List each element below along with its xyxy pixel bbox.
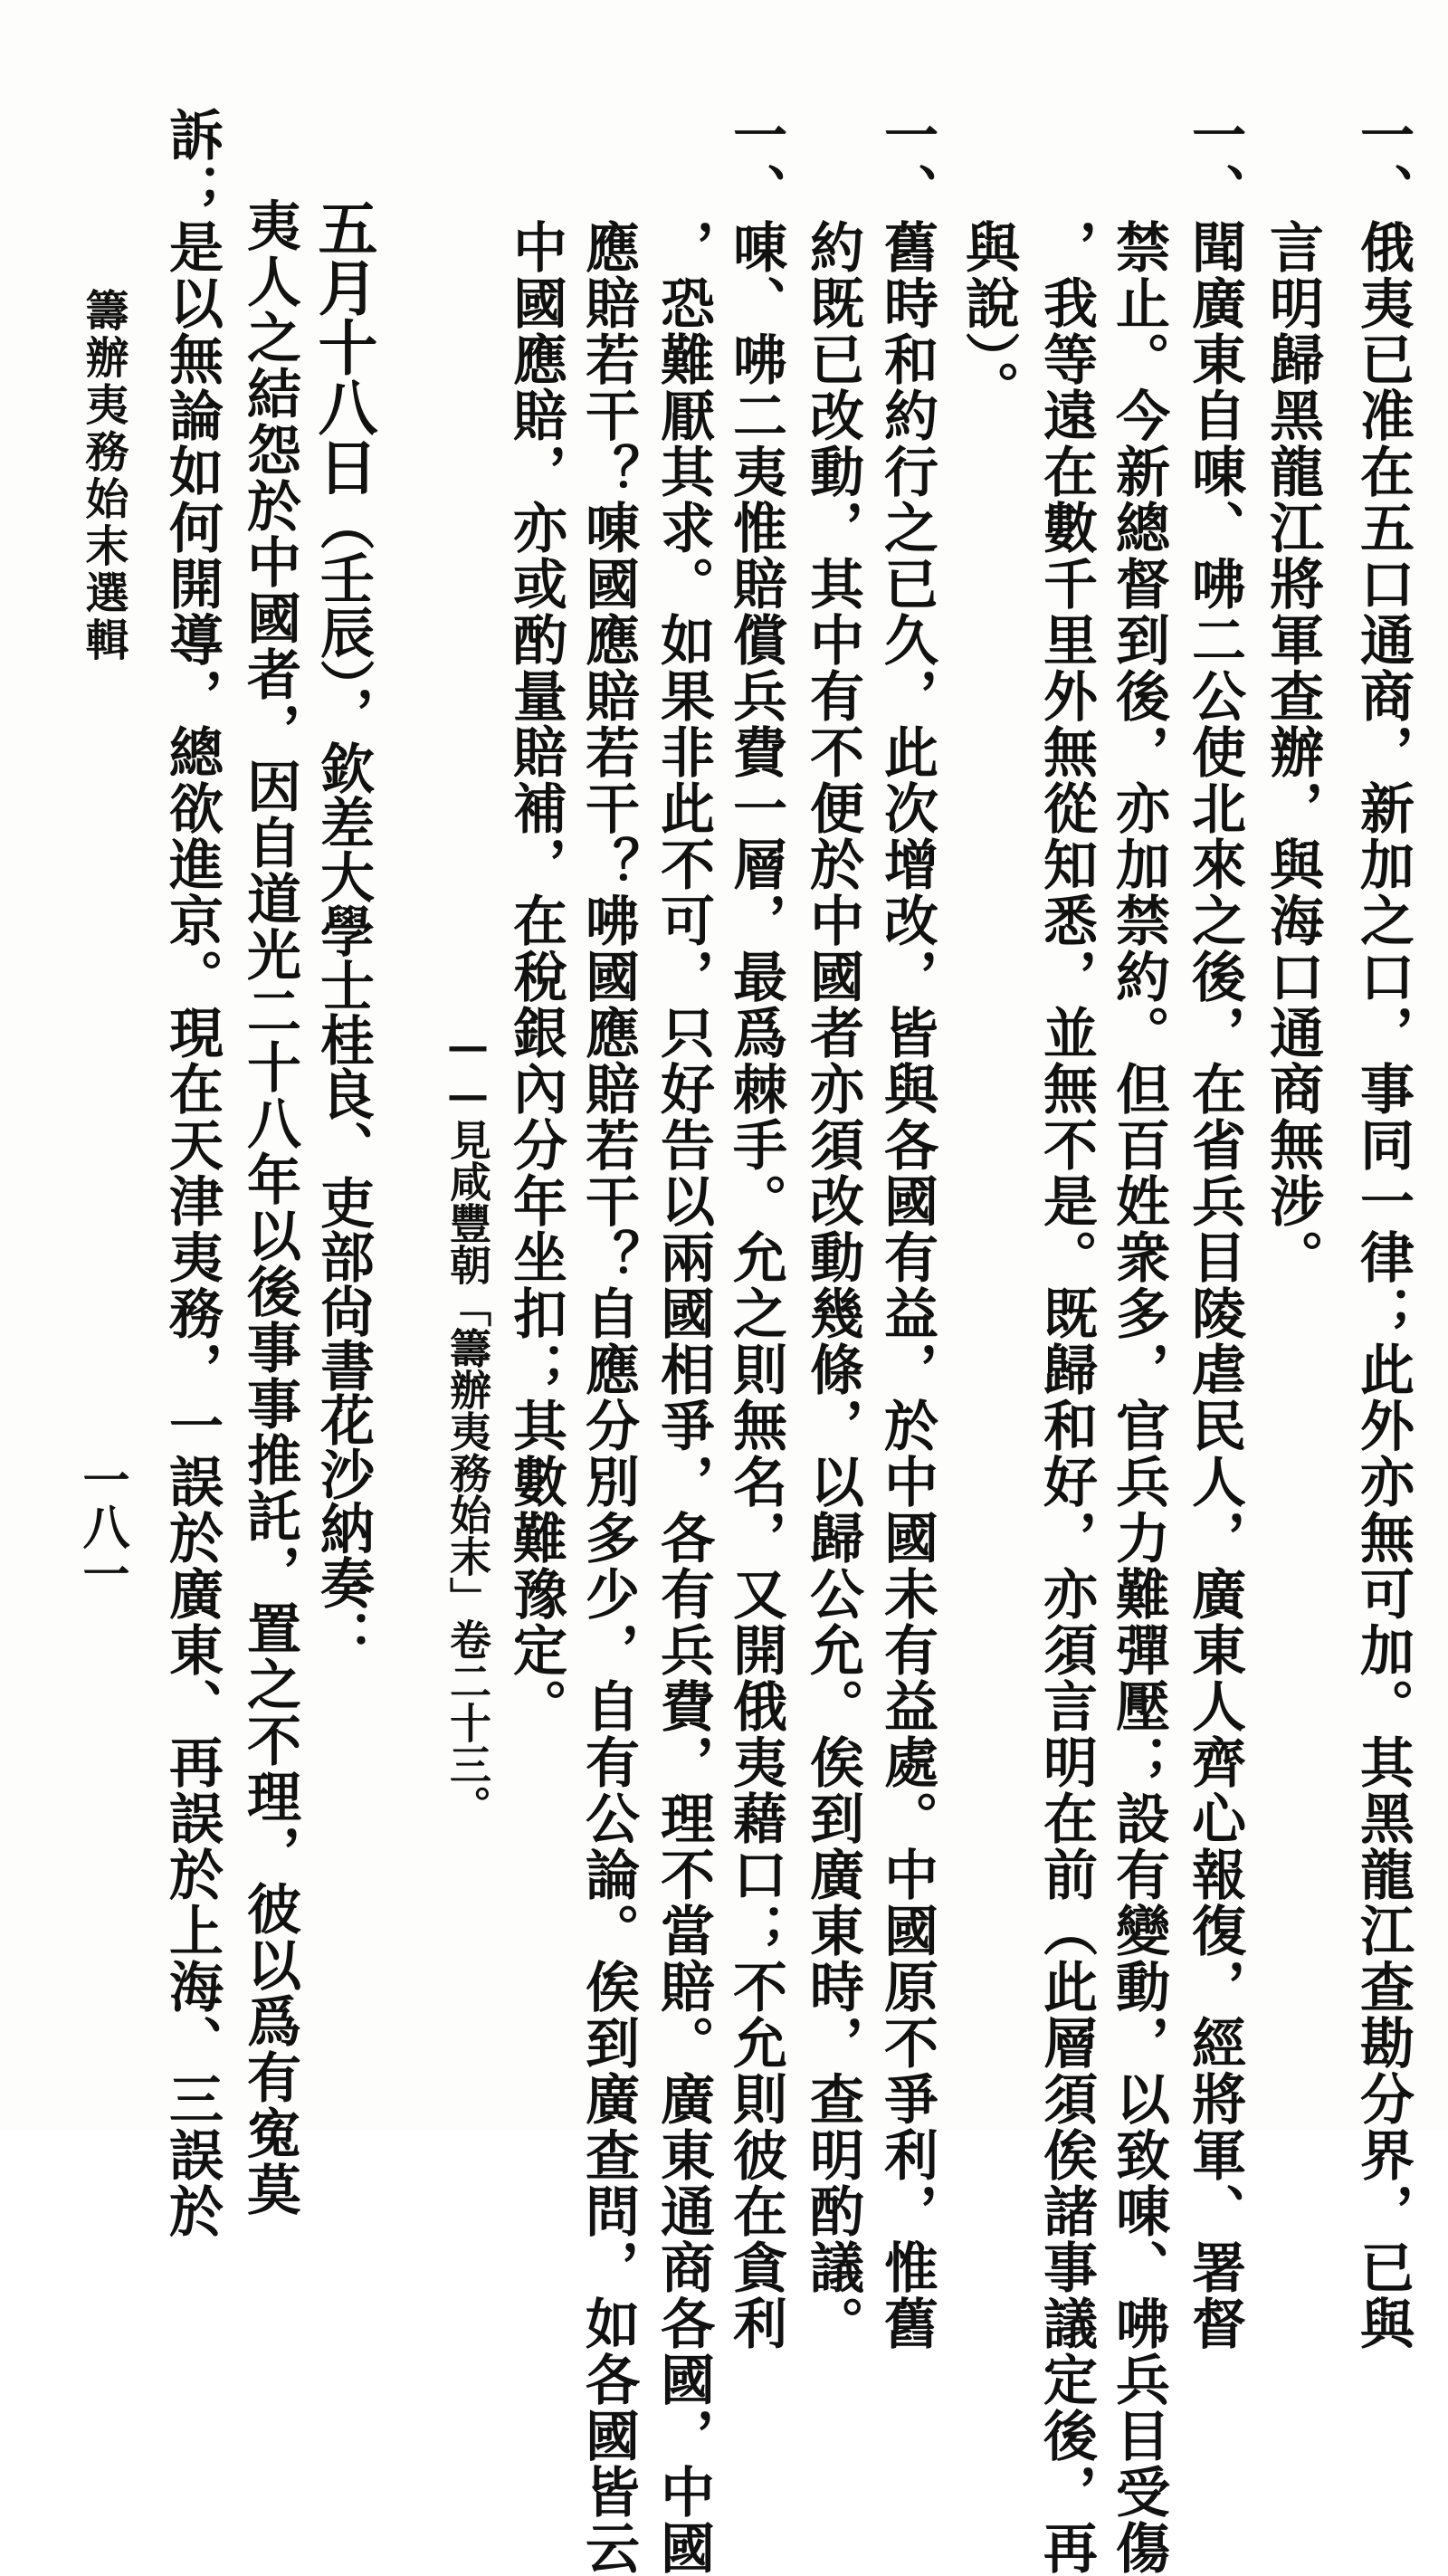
source-citation: ——見咸豐朝「籌辦夷務始末」卷二十三。 [443,1021,492,1827]
page-number: 一八一 [74,1455,129,1597]
text-column: 約既已改動，其中有不便於中國者亦須改動幾條，以歸公允。俟到廣東時，查明酌議。 [801,107,864,2352]
text-column: 應賠若干？㖦國應賠若干？咈國應賠若干？自應分別多少，自有公論。俟到廣查問，如各國皆云 [576,107,640,2576]
text-column: 一、聞廣東自㖦、咈二公使北來之後，在省兵目陵虐民人，廣東人齊心報復，經將軍、署督 [1183,107,1246,2352]
text-column: 與說）。 [957,107,1020,416]
entry-heading-column [308,197,378,1664]
text-column: ，恐難厭其求。如果非此不可，只好告以兩國相爭，各有兵費，理不當賠。廣東通商各國，中國 [652,107,715,2576]
text-column: 訴；是以無論如何開導，總欲進京。現在天津夷務，一誤於廣東、再誤於上海、三誤於 [160,107,224,2239]
text-column: 中國應賠，亦或酌量賠補，在稅銀內分年坐扣；其數難豫定。 [504,107,567,1734]
entry-heading-rest: （壬辰），欽差大學士桂良、吏部尙書花沙納奏： [311,496,375,1664]
running-header: 籌辦夷務始末選輯 [78,288,129,664]
text-column: 一、㖦、咈二夷惟賠償兵費一層，最爲棘手。允之則無名，又開俄夷藉口；不允則彼在貪利 [724,107,787,2352]
text-column: 禁止。今新總督到後，亦加禁約。但百姓衆多，官兵力難彈壓；設有變動，以致㖦、咈兵目受傷 [1107,107,1170,2576]
entry-date: 五月十八日 [308,197,378,496]
text-column: 言明歸黑龍江將軍查辦，與海口通商無涉。 [1261,107,1324,1285]
text-column: 一、舊時和約行之已久，此次增改，皆與各國有益，於中國未有益處。中國原不爭利，惟舊 [875,107,938,2352]
text-column: 一、俄夷已准在五口通商，新加之口，事同一律；此外亦無可加。其黑龍江查勘分界，已與 [1351,107,1415,2352]
text-column: 夷人之結怨於中國者，因自道光二十八年以後事事推託，置之不理，彼以爲有寃莫 [238,197,301,2218]
text-column: ，我等遠在數千里外無從知悉，並無不是。既歸和好，亦須言明在前（此層須俟諸事議定後，再 [1034,107,1098,2576]
